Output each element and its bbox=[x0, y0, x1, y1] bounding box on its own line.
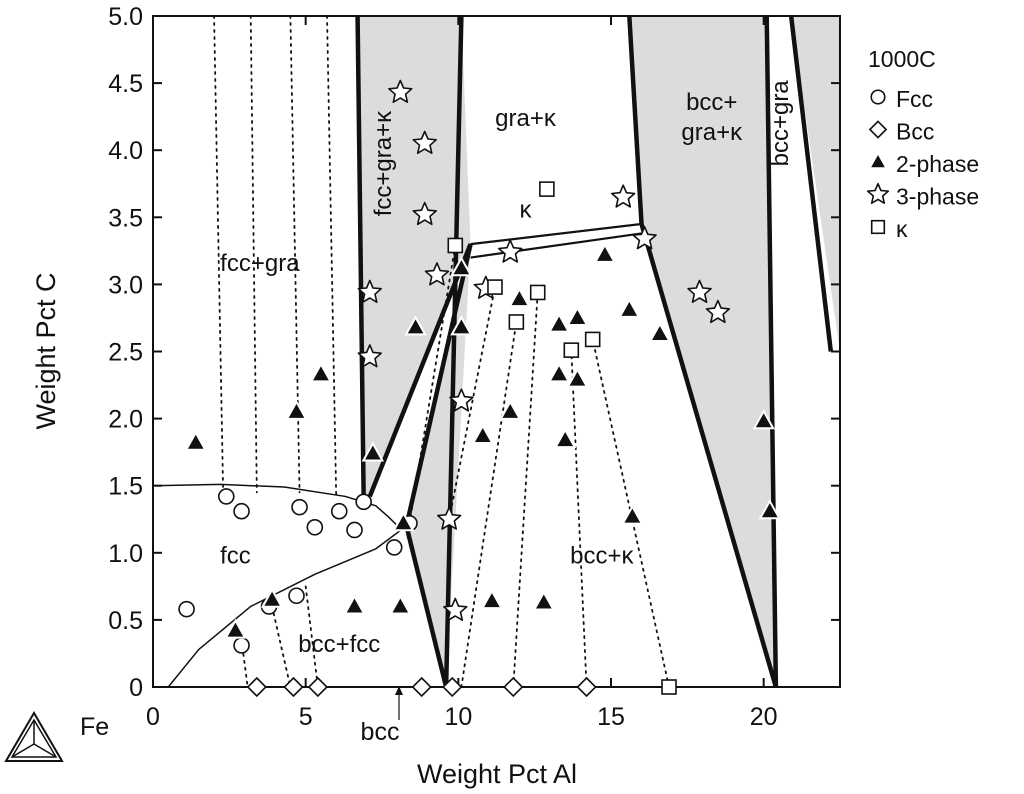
legend-star-marker bbox=[868, 184, 889, 204]
circle-point bbox=[289, 588, 304, 603]
circle-point bbox=[332, 504, 347, 519]
triangle-point bbox=[623, 507, 642, 524]
circle-point bbox=[179, 602, 194, 617]
region-label: fcc bbox=[220, 542, 251, 570]
region-label: fcc+gra bbox=[220, 249, 300, 277]
y-tick-label: 2.5 bbox=[108, 338, 143, 367]
circle-point bbox=[292, 500, 307, 515]
square-point bbox=[448, 238, 462, 252]
bcc-axis-marker-label: bcc bbox=[360, 718, 400, 746]
square-point bbox=[540, 182, 554, 196]
triangle-point bbox=[568, 370, 587, 387]
triangle-point bbox=[550, 315, 569, 332]
thermocalc-logo bbox=[6, 713, 62, 761]
legend bbox=[868, 46, 979, 242]
circle-point bbox=[234, 638, 249, 653]
y-tick-label: 2.0 bbox=[108, 405, 143, 434]
triangle-point bbox=[595, 245, 614, 262]
y-axis-title: Weight Pct C bbox=[31, 272, 61, 430]
y-tick-label: 1.5 bbox=[108, 472, 143, 501]
triangle-point bbox=[391, 596, 410, 613]
region-label: bcc+ gra+κ bbox=[681, 88, 743, 146]
triangle-point bbox=[482, 591, 501, 608]
dotted-boundary-line bbox=[513, 292, 537, 687]
circle-point bbox=[307, 520, 322, 535]
diamond-point bbox=[284, 678, 302, 696]
diamond-point bbox=[578, 678, 596, 696]
legend-item-label: Fcc bbox=[896, 86, 934, 112]
diamond-point bbox=[248, 678, 266, 696]
triangle-point bbox=[556, 430, 575, 447]
triangle-point bbox=[287, 402, 306, 419]
x-axis-title: Weight Pct Al bbox=[416, 759, 578, 789]
double-boundary-line bbox=[471, 233, 642, 257]
square-point bbox=[531, 285, 545, 299]
y-tick-label: 3.5 bbox=[108, 204, 143, 233]
region-label: bcc+fcc bbox=[298, 631, 381, 659]
triangle-point bbox=[345, 596, 364, 613]
region-label: fcc+gra+κ bbox=[370, 110, 398, 217]
y-tick-label: 3.0 bbox=[108, 271, 143, 300]
region-label: bcc+κ bbox=[570, 542, 634, 570]
legend-square-marker bbox=[872, 221, 885, 234]
triangle-point bbox=[620, 300, 639, 317]
region-label: bcc+gra bbox=[767, 80, 795, 167]
square-point bbox=[662, 680, 676, 694]
dotted-boundary-line bbox=[272, 606, 290, 687]
y-tick-label: 1.0 bbox=[108, 539, 143, 568]
legend-item-label: Bcc bbox=[896, 118, 935, 145]
legend-item-label: 2-phase bbox=[896, 151, 980, 177]
legend-diamond-marker bbox=[870, 121, 886, 137]
dotted-boundary-line bbox=[571, 350, 586, 687]
y-tick-label: 4.5 bbox=[108, 70, 143, 99]
x-tick-label: 20 bbox=[749, 703, 778, 731]
triangle-point bbox=[311, 364, 330, 381]
legend-title: 1000C bbox=[868, 46, 936, 72]
shaded-region-2 bbox=[629, 16, 776, 687]
triangle-point bbox=[534, 592, 553, 609]
x-tick-label: 15 bbox=[597, 703, 625, 731]
region-label: gra+κ bbox=[495, 105, 556, 133]
diamond-point bbox=[309, 678, 327, 696]
legend-triangle-marker bbox=[869, 153, 886, 168]
circle-point bbox=[347, 522, 362, 537]
triangle-point bbox=[510, 289, 529, 306]
y-tick-label: 0 bbox=[129, 674, 143, 702]
dotted-boundary-line bbox=[327, 16, 336, 496]
y-tick-label: 0.5 bbox=[108, 606, 143, 635]
circle-point bbox=[387, 540, 402, 555]
thin-boundary-line bbox=[168, 526, 406, 687]
circle-point bbox=[356, 494, 371, 509]
triangle-point bbox=[550, 364, 569, 381]
x-tick-label: 10 bbox=[444, 703, 473, 731]
triangle-point bbox=[650, 324, 669, 341]
double-boundary-line bbox=[471, 224, 642, 244]
legend-item-label: κ bbox=[896, 216, 908, 242]
x-tick-label: 5 bbox=[298, 703, 313, 731]
diamond-point bbox=[413, 678, 431, 696]
x-tick-label: 0 bbox=[146, 703, 160, 731]
circle-point bbox=[219, 489, 234, 504]
square-point bbox=[509, 315, 523, 329]
region-label: κ bbox=[519, 196, 532, 224]
y-tick-label: 4.0 bbox=[108, 137, 143, 166]
triangle-point bbox=[473, 426, 492, 443]
square-point bbox=[488, 280, 502, 294]
dotted-boundary-line bbox=[461, 322, 516, 687]
star-point bbox=[612, 185, 635, 207]
legend-item-label: 3-phase bbox=[896, 183, 980, 210]
triangle-point bbox=[226, 621, 245, 638]
fe-corner-label: Fe bbox=[80, 713, 110, 741]
star-point bbox=[499, 240, 522, 262]
circle-point bbox=[234, 504, 249, 519]
triangle-point bbox=[186, 433, 205, 450]
legend-circle-marker bbox=[871, 90, 885, 104]
triangle-point bbox=[568, 308, 587, 325]
diamond-point bbox=[504, 678, 522, 696]
square-point bbox=[564, 343, 578, 357]
y-tick-label: 5.0 bbox=[108, 3, 143, 31]
square-point bbox=[586, 332, 600, 346]
